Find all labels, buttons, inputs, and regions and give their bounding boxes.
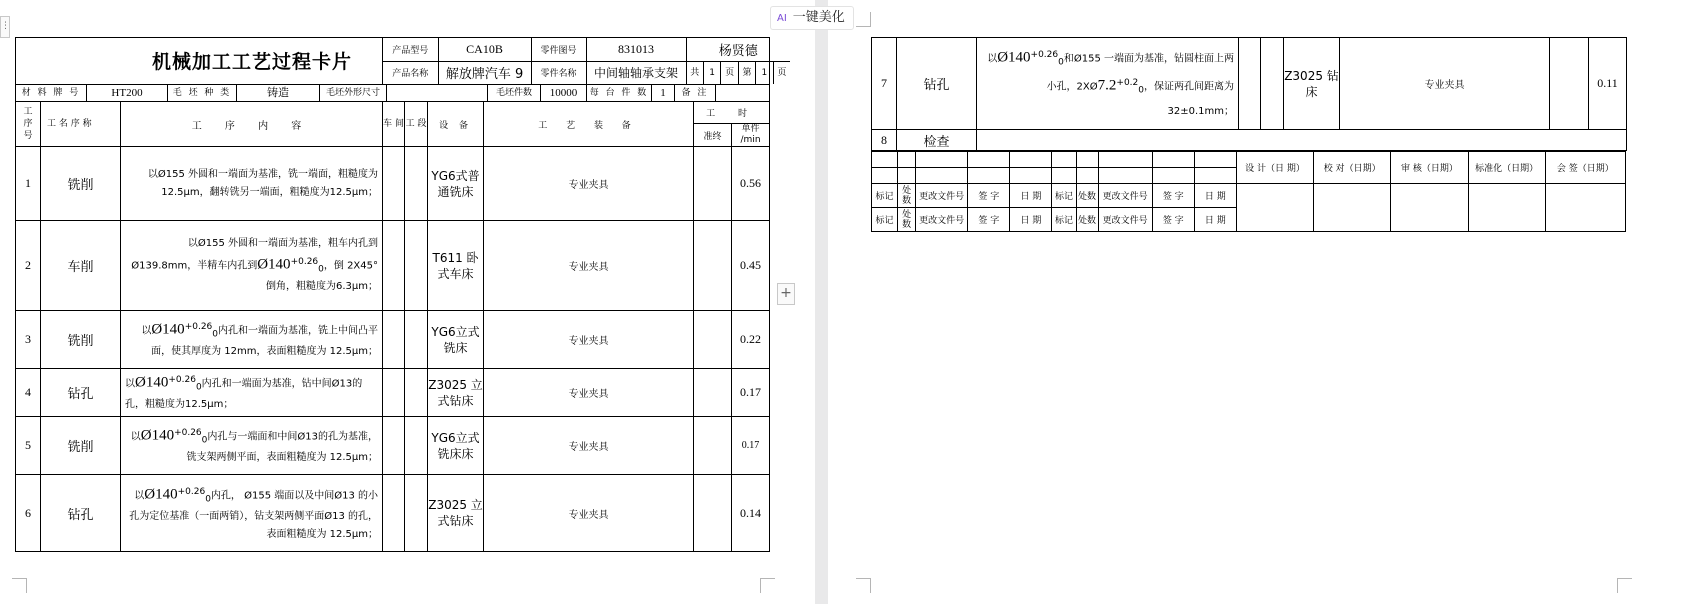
op-content: 以Ø155 外圆和一端面为基准，铣一端面，粗糙度为12.5μm，翻转铣另一端面，粗糙度为12.5μm； <box>121 147 383 221</box>
count-label: 处数 <box>898 208 916 232</box>
doc-label: 更改文件号 <box>1098 208 1152 232</box>
date-label: 日 期 <box>1010 208 1052 232</box>
column-equipment: 设 备 <box>428 102 484 147</box>
column-workshop: 车 间 <box>383 102 405 147</box>
op-number: 1 <box>16 147 41 221</box>
material-grade-value: HT200 <box>87 85 168 101</box>
total-label: 共 <box>687 62 704 84</box>
operation-row-3 <box>16 311 770 369</box>
part-no-value: 831013 <box>586 38 686 61</box>
op-number: 2 <box>16 221 41 311</box>
doc-label: 更改文件号 <box>916 184 968 208</box>
op-blank <box>977 130 1627 151</box>
op-tooling: 专业夹具 <box>484 311 694 369</box>
op-prep-time <box>1550 38 1589 130</box>
operation-row-6 <box>16 475 770 552</box>
material-grade-label: 材 料 牌 号 <box>16 85 87 101</box>
check-date: 校 对（日期） <box>1314 152 1391 184</box>
date-label: 日 期 <box>1010 184 1052 208</box>
op-unit-time: 0.56 <box>732 147 770 221</box>
op-section <box>405 369 428 417</box>
op-prep-time <box>694 417 732 475</box>
part-no-label: 零件图号 <box>531 38 586 61</box>
signature-label: 签 字 <box>968 208 1010 232</box>
op-name: 检查 <box>897 130 977 151</box>
op-section <box>405 221 428 311</box>
signoff-table <box>871 151 1626 232</box>
standard-date: 标准化（日期） <box>1468 152 1545 184</box>
signature-label: 签 字 <box>1152 184 1194 208</box>
op-equipment: YG6立式铣床 <box>428 311 484 369</box>
blank-count-value: 10000 <box>541 85 587 101</box>
product-model-value: CA10B <box>438 38 531 61</box>
blank-size-value <box>387 85 488 101</box>
operation-row-7 <box>872 38 1627 130</box>
per-unit-label: 每 台 件 数 <box>587 85 652 101</box>
op-tooling: 专业夹具 <box>484 417 694 475</box>
operation-row-1 <box>16 147 770 221</box>
op-tooling: 专业夹具 <box>484 221 694 311</box>
column-time: 工 时 <box>694 102 770 124</box>
crop-mark <box>856 12 871 27</box>
op-workshop <box>383 369 405 417</box>
op-name: 铣削 <box>41 417 121 475</box>
op-equipment: T611 卧式车床 <box>428 221 484 311</box>
crop-mark <box>12 578 27 593</box>
op-number: 7 <box>872 38 897 130</box>
process-card-table <box>15 37 787 552</box>
mark-label: 标记 <box>1052 184 1076 208</box>
op-workshop <box>1239 38 1261 130</box>
left-panel-handle[interactable]: ⋮ <box>0 16 10 38</box>
blank-count-label: 毛坯件数 <box>488 85 541 101</box>
blank-type-value: 铸造 <box>237 85 320 101</box>
column-tooling: 工 艺 装 备 <box>484 102 694 147</box>
op-workshop <box>383 221 405 311</box>
author-name: 杨贤德 <box>686 38 790 61</box>
ai-beautify-label: 一键美化 <box>792 10 845 25</box>
operation-row-8 <box>872 130 1627 151</box>
product-model-label: 产品型号 <box>383 38 438 61</box>
op-content: 以$Ø140^{+0.26}_0$内孔， Ø155 端面以及中间Ø13 的小孔为定位基准（一面两销），钻支架两侧平面Ø13 的孔，表面粗糙度为 12.5μm； <box>121 475 383 552</box>
op-content: 以$Ø140^{+0.26}_0$内孔和一端面为基准，钻中间Ø13的孔，粗糙度为12.5μm； <box>121 369 383 417</box>
mark-label: 标记 <box>872 208 898 232</box>
page-label: 第 <box>739 62 756 84</box>
doc-label: 更改文件号 <box>916 208 968 232</box>
product-name-label: 产品名称 <box>383 61 438 84</box>
op-content: 以$Ø140^{+0.26}_0$内孔与一端面和中间Ø13的孔为基准， 铣支架两侧平面，表面粗糙度为 12.5μm； <box>121 417 383 475</box>
op-number: 4 <box>16 369 41 417</box>
column-seq: 工 序 号 <box>16 102 41 147</box>
op-prep-time <box>694 311 732 369</box>
blank-type-label: 毛 坯 种 类 <box>168 85 237 101</box>
op-tooling: 专业夹具 <box>484 147 694 221</box>
column-section: 工 段 <box>405 102 428 147</box>
page-unit: 页 <box>721 62 738 84</box>
op-equipment: Z3025 立式钻床 <box>428 475 484 552</box>
op-section <box>405 475 428 552</box>
crop-mark <box>1617 578 1632 593</box>
op-number: 3 <box>16 311 41 369</box>
signature-label: 签 字 <box>968 184 1010 208</box>
op-tooling: 专业夹具 <box>484 475 694 552</box>
op-workshop <box>383 311 405 369</box>
page-unit-2: 页 <box>777 67 787 78</box>
op-equipment: Z3025 钻床 <box>1284 38 1340 130</box>
op-name: 铣削 <box>41 147 121 221</box>
op-prep-time <box>694 147 732 221</box>
add-page-button[interactable]: + <box>777 283 795 305</box>
op-section <box>405 147 428 221</box>
op-name: 铣削 <box>41 311 121 369</box>
op-equipment: YG6式普通铣床 <box>428 147 484 221</box>
review-date: 审 核（日期） <box>1391 152 1468 184</box>
op-equipment: Z3025 立式钻床 <box>428 369 484 417</box>
op-name: 钻孔 <box>897 38 977 130</box>
op-equipment: YG6立式铣床床 <box>428 417 484 475</box>
op-tooling: 专业夹具 <box>484 369 694 417</box>
doc-label: 更改文件号 <box>1098 184 1152 208</box>
op-prep-time <box>694 369 732 417</box>
operation-row-5 <box>16 417 770 475</box>
crop-mark <box>760 578 775 593</box>
op-name: 车削 <box>41 221 121 311</box>
remark-label: 备 注 <box>675 85 716 101</box>
column-unit-time: 单件 /min <box>732 124 770 147</box>
op-workshop <box>383 475 405 552</box>
op-section <box>405 417 428 475</box>
op-number: 8 <box>872 130 897 151</box>
op-workshop <box>383 147 405 221</box>
op-unit-time: 0.17 <box>732 417 770 475</box>
op-unit-time: 0.22 <box>732 311 770 369</box>
product-name-value: 解放牌汽车 9 <box>438 61 531 84</box>
remark-value <box>716 85 769 101</box>
crop-mark <box>856 578 871 593</box>
op-number: 5 <box>16 417 41 475</box>
op-content: 以$Ø140^{+0.26}_0$和Ø155 一端面为基准，钻圆柱面上两小孔，$2XØ7.2^{+0.2}_0$，保证两孔间距离为32±0.1mm； <box>977 38 1239 130</box>
column-content: 工 序 内 容 <box>121 102 383 147</box>
signature-label: 签 字 <box>1152 208 1194 232</box>
page-number: 1 <box>756 62 773 84</box>
op-section <box>405 311 428 369</box>
op-name: 钻孔 <box>41 369 121 417</box>
op-prep-time <box>694 221 732 311</box>
op-unit-time: 0.45 <box>732 221 770 311</box>
op-workshop <box>383 417 405 475</box>
date-label: 日 期 <box>1194 184 1236 208</box>
operation-row-4 <box>16 369 770 417</box>
column-name: 工 名 序 称 <box>41 102 121 147</box>
op-content: 以Ø155 外圆和一端面为基准，粗车内孔到Ø139.8mm，半精车内孔到$Ø140^{+0.26}_0$，倒 2X45° 倒角，粗糙度为6.3μm； <box>121 221 383 311</box>
mark-label: 标记 <box>872 184 898 208</box>
op-unit-time: 0.14 <box>732 475 770 552</box>
op-unit-time: 0.17 <box>732 369 770 417</box>
card-title: 机械加工工艺过程卡片 <box>152 51 353 73</box>
count-label: 处数 <box>1076 208 1098 232</box>
process-card-table-continued <box>871 37 1627 151</box>
op-tooling: 专业夹具 <box>1340 38 1550 130</box>
part-name-value: 中间轴轴承支架 <box>586 61 686 84</box>
op-number: 6 <box>16 475 41 552</box>
operation-row-2 <box>16 221 770 311</box>
mark-label: 标记 <box>1052 208 1076 232</box>
op-unit-time: 0.11 <box>1589 38 1627 130</box>
part-name-label: 零件名称 <box>531 61 586 84</box>
op-section <box>1261 38 1284 130</box>
blank-size-label: 毛坯外形尺寸 <box>320 85 387 101</box>
op-name: 钻孔 <box>41 475 121 552</box>
total-pages: 1 <box>704 62 721 84</box>
op-content: 以$Ø140^{+0.26}_0$内孔和一端面为基准，铣上中间凸平面，使其厚度为 12mm，表面粗糙度为 12.5μm； <box>121 311 383 369</box>
per-unit-value: 1 <box>652 85 675 101</box>
op-prep-time <box>694 475 732 552</box>
ai-beautify-button[interactable] <box>770 6 854 30</box>
design-date: 设 计（日 期） <box>1236 152 1313 184</box>
count-label: 处数 <box>1076 184 1098 208</box>
date-label: 日 期 <box>1194 208 1236 232</box>
column-prep-time: 准终 <box>694 124 732 147</box>
count-label: 处数 <box>898 184 916 208</box>
ai-icon: AI <box>777 13 787 24</box>
countersign-date: 会 签（日期） <box>1545 152 1625 184</box>
